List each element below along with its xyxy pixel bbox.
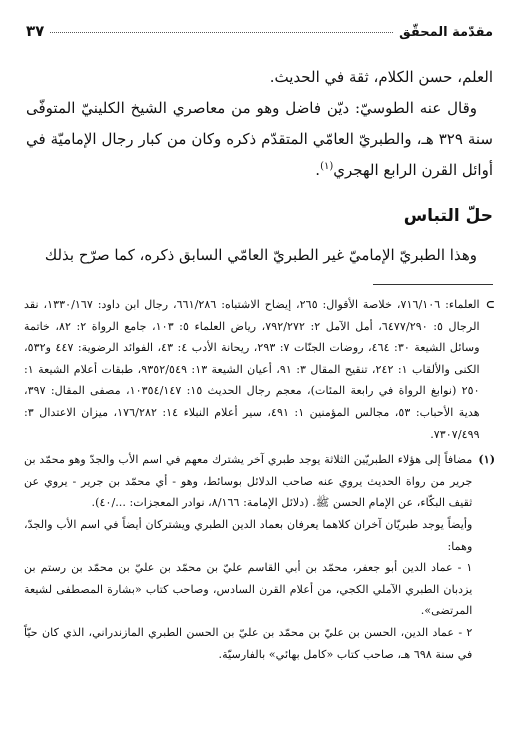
footnote-1-body — [24, 449, 472, 665]
footnote-1-paragraph-1: مضافاً إلى هؤلاء الطبريّين الثلاثة يوجد طبري آخر يشترك معهم في اسم الأب والجدّ وهو محمّد بن جرير من رواة الحديث يروي عنه صاحب الدلائل بوسائط، وهو - أي محمّد بن جرير - يروي عن ثقيف البكّاء، عن الإمام الحسن ﷺ. (دلائل الإمامة: ٨/١٦٦، نوادر المعجزات: .../٤٠). — [24, 453, 473, 510]
main-paragraph-1: العلم، حسن الكلام، ثقة في الحديث. — [269, 68, 493, 86]
running-header-title: مقدّمة المحقّق — [399, 25, 493, 40]
running-header — [26, 22, 493, 44]
footnote-1-item-1: ١ - عماد الدين أبو جعفر، محمّد بن أبي القاسم عليّ بن محمّد بن عليّ بن محمّد بن رستم بن يزدبان الطبري الآملي الكجي، من أعلام القرن السادس، وصاحب كتاب «بشارة المصطفى لشيعة المرتضى». — [24, 561, 473, 618]
footnote-separator — [373, 284, 493, 285]
continuation-marker-icon: ⊃ — [485, 297, 495, 311]
page-number: ٣٧ — [26, 22, 45, 40]
main-paragraph-2 — [26, 93, 493, 186]
footnote-continuation — [24, 294, 495, 445]
footnote-reference[interactable]: (١) — [320, 161, 334, 172]
main-text — [26, 62, 493, 186]
footnotes — [24, 294, 495, 665]
main-paragraph-2-end: . — [315, 161, 321, 179]
footnote-1-paragraph-2: وأيضاً يوجد طبريّان آخران كلاهما يعرفان بعماد الدين الطبري ويشتركان أيضاً في اسم الأب والجدّ، وهما: — [24, 517, 473, 553]
footnote-1-marker: (١) — [478, 452, 495, 467]
footnote-1-item-2: ٢ - عماد الدين، الحسن بن عليّ بن محمّد بن عليّ بن الحسن الطبري المازندراني، الذي كان حيّاً في سنة ٦٩٨ هـ، صاحب كتاب «كامل بهائي» بالفارسيّة. — [24, 625, 473, 661]
main-paragraph-3: وهذا الطبريّ الإماميّ غير الطبريّ العامّي السابق ذكره، كما صرّح بذلك — [44, 246, 477, 264]
footnote-1 — [24, 449, 495, 665]
footnote-continuation-text: العلماء: ٧١٦/١٠٦، خلاصة الأقوال: ٢٦٥، إيضاح الاشتباه: ٦٦١/٢٨٦، رجال ابن داود: ١٣٣٠/١٦٧، نقد الرجال ٥: ٦٤٧٧/٢٩٠، أمل الآمل ٢: ٧٩٢/٢٧٢، رياض العلماء ٥: ١٠٣، جامع الرواة ٢: ٨٢، خاتمة وسائل الشيعة ٣٠: ٤٦٤، روضات الجنّات ٧: ٢٩٣، ريحانة الأدب ٤: ٤٣، الفوائد الرضوية: ٤٤٧ و٥٣٢، الكنى والألقاب ١: ٢٤٢، تنقيح المقال ٣: ٩١، أعيان الشيعة ١٣: ٩٣٥٢/٥٤٩، طبقات أعلام الشيعة ١: ٢٥٠ (نوابغ الرواة في رابعة المئات)، معجم رجال الحديث ١٥: ١٠٣٥٤/١٤٧، مصفى المقال: ٣٩٧، هدية الأحباب: ٥٣، مجالس المؤمنين ١: ٤٩١، سير أعلام النبلاء ١٤: ١٧٦/٢٨٢، ميزان الاعتدال ٣: ٧٣٠٧/٤٩٩. — [24, 298, 480, 441]
header-dotted-leader — [50, 31, 393, 33]
main-paragraph-2-text: وقال عنه الطوسيّ: ديّن فاضل وهو من معاصري الشيخ الكلينيّ المتوفّى سنة ٣٢٩ هـ، والطبريّ العامّي المتقدّم ذكره وكان من كبار رجال الإماميّة في أوائل القرن الرابع الهجري — [26, 99, 494, 179]
section-heading: حلّ التباس — [403, 206, 493, 226]
